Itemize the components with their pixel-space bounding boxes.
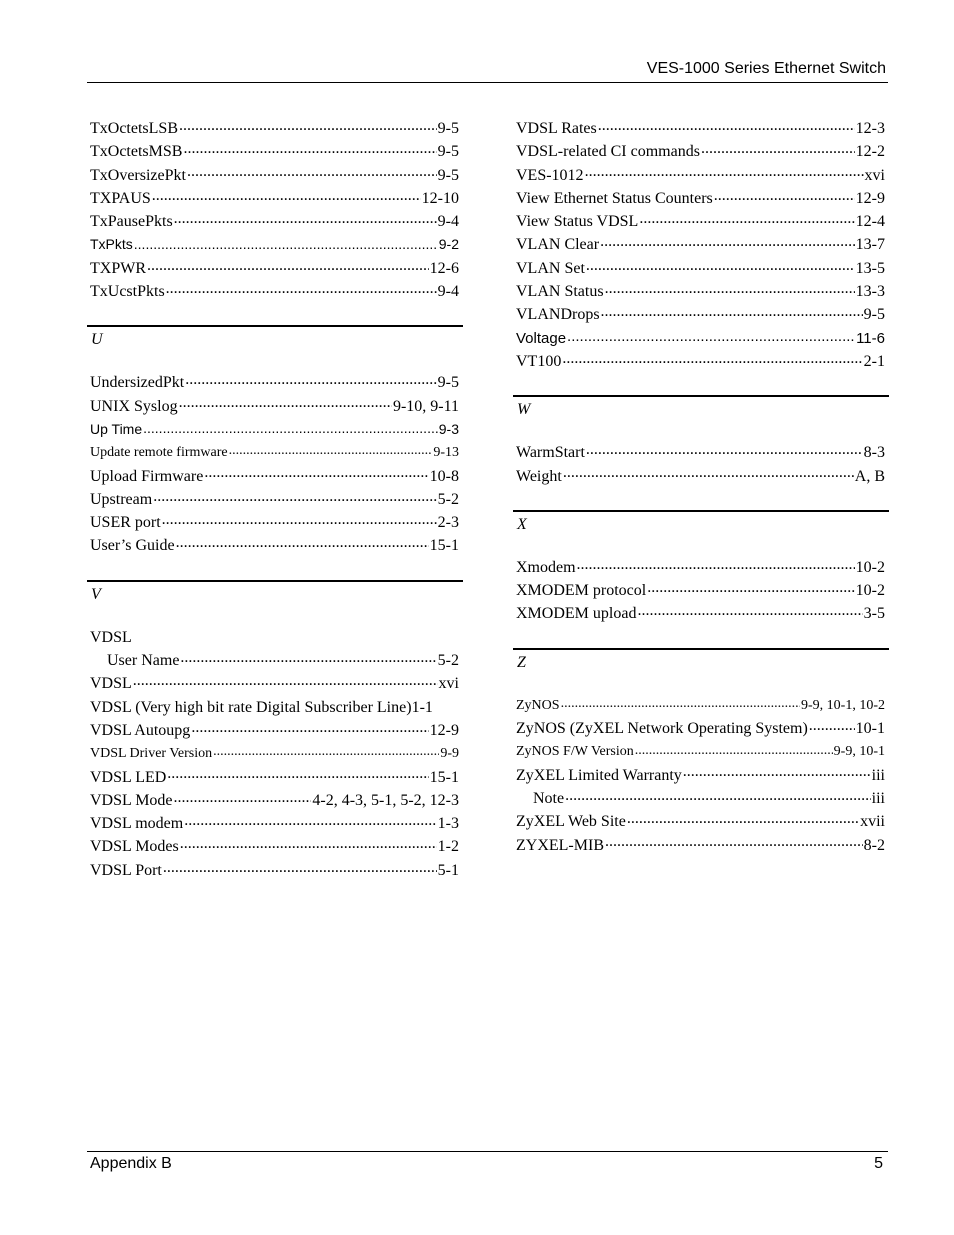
index-entry: View Status VDSL ..... 12-4 xyxy=(513,210,889,233)
section-letter: U xyxy=(91,331,103,349)
index-section-v xyxy=(87,580,463,882)
index-entry: TXPWR ..... 12-6 xyxy=(87,257,463,280)
index-section-w xyxy=(513,395,889,488)
section-letter: W xyxy=(517,401,531,419)
index-entry: VT100 ..... 2-1 xyxy=(513,350,889,373)
index-entry: VDSL ..... xvi xyxy=(87,672,463,695)
index-entry: UndersizedPkt ..... 9-5 xyxy=(87,371,463,394)
section-letter: Z xyxy=(517,653,526,671)
index-entry: ZyNOS ..... 9-9, 10-1, 10-2 xyxy=(513,694,889,717)
index-entry: User’s Guide ..... 15-1 xyxy=(87,534,463,557)
header-title: VES-1000 Series Ethernet Switch xyxy=(646,60,886,77)
index-entry: XMODEM protocol ..... 10-2 xyxy=(513,579,889,602)
index-column-left xyxy=(87,117,463,882)
index-entry: VLANDrops ..... 9-5 xyxy=(513,303,889,326)
index-entry: ZyNOS F/W Version ..... 9-9, 10-1 xyxy=(513,740,889,763)
index-entry: ZyNOS (ZyXEL Network Operating System) ..... 10-1 xyxy=(513,717,889,740)
index-entry: VDSL Port ..... 5-1 xyxy=(87,859,463,882)
footer-section-label: Appendix B xyxy=(90,1155,172,1172)
index-heading: VDSL xyxy=(90,628,132,646)
index-subentry: User Name ..... 5-2 xyxy=(87,649,463,672)
index-entry: TxOctetsLSB ..... 9-5 xyxy=(87,117,463,140)
index-entry: VDSL-related CI commands ..... 12-2 xyxy=(513,140,889,163)
index-entry: TxPkts ..... 9-2 xyxy=(87,233,463,256)
section-letter: V xyxy=(91,585,101,603)
index-entry: VDSL modem ..... 1-3 xyxy=(87,812,463,835)
index-entry: USER port ..... 2-3 xyxy=(87,511,463,534)
index-section-x xyxy=(513,510,889,626)
index-entry: Voltage ..... 11-6 xyxy=(513,327,889,350)
index-entry: VDSL Modes ..... 1-2 xyxy=(87,835,463,858)
index-entry: VDSL Autoupg ..... 12-9 xyxy=(87,719,463,742)
index-entry: TXPAUS ..... 12-10 xyxy=(87,187,463,210)
index-entry: VES-1012 ..... xvi xyxy=(513,164,889,187)
index-section-u xyxy=(87,325,463,557)
index-section-z xyxy=(513,648,889,857)
index-entry: WarmStart ..... 8-3 xyxy=(513,441,889,464)
index-column-right xyxy=(513,117,889,857)
index-entry: ZyXEL Web Site ..... xvii xyxy=(513,810,889,833)
page-footer xyxy=(87,1151,888,1176)
index-entry: UNIX Syslog ..... 9-10, 9-11 xyxy=(87,395,463,418)
index-entry: ZyXEL Limited Warranty ..... iii xyxy=(513,764,889,787)
index-subentry: Note ..... iii xyxy=(513,787,889,810)
index-entry: ZYXEL-MIB ..... 8-2 xyxy=(513,834,889,857)
index-entry: VLAN Clear ..... 13-7 xyxy=(513,233,889,256)
index-entry: Upload Firmware ..... 10-8 xyxy=(87,465,463,488)
index-entry: XMODEM upload ..... 3-5 xyxy=(513,602,889,625)
section-letter: X xyxy=(517,515,527,533)
index-entry: VLAN Status ..... 13-3 xyxy=(513,280,889,303)
page-header xyxy=(87,60,888,83)
index-entry: VDSL (Very high bit rate Digital Subscriber Line) 1-1 xyxy=(90,698,433,716)
index-entry: View Ethernet Status Counters ..... 12-9 xyxy=(513,187,889,210)
index-entry: VLAN Set ..... 13-5 xyxy=(513,257,889,280)
index-entry: TxOversizePkt ..... 9-5 xyxy=(87,164,463,187)
index-entry: Xmodem ..... 10-2 xyxy=(513,556,889,579)
index-entry: VDSL Mode ..... 4-2, 4-3, 5-1, 5-2, 12-3 xyxy=(87,789,463,812)
index-entry: TxUcstPkts ..... 9-4 xyxy=(87,280,463,303)
index-entry: VDSL Rates ..... 12-3 xyxy=(513,117,889,140)
index-entry: Upstream ..... 5-2 xyxy=(87,488,463,511)
index-entry: TxPausePkts ..... 9-4 xyxy=(87,210,463,233)
index-entry: VDSL Driver Version ..... 9-9 xyxy=(87,742,463,765)
index-entry: TxOctetsMSB ..... 9-5 xyxy=(87,140,463,163)
index-entry: Update remote firmware ..... 9-13 xyxy=(87,441,463,464)
index-entry: Weight ..... A, B xyxy=(513,465,889,488)
footer-page-number: 5 xyxy=(874,1155,883,1172)
index-entry: VDSL LED ..... 15-1 xyxy=(87,766,463,789)
index-entry: Up Time ..... 9-3 xyxy=(87,418,463,441)
